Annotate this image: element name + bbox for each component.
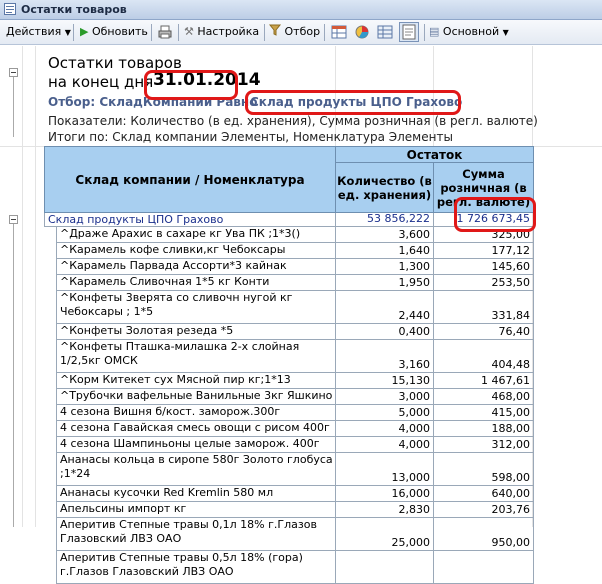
toolbar-separator [424,24,425,41]
row-qty: 1,300 [335,259,434,275]
group-row-name[interactable]: Склад продукты ЦПО Грахово [44,213,336,227]
row-name[interactable]: 4 сезона Шампиньоны целые заморож. 400г [56,437,336,453]
report-window-icon [4,3,16,15]
toolbar-separator [324,24,325,41]
refresh-button[interactable] [80,24,148,40]
toolbar-separator [264,24,265,41]
row-qty: 1,950 [335,275,434,291]
highlight-sum [454,197,536,232]
toolbar-separator [73,24,74,41]
filter-label: Отбор [284,25,321,38]
column-header-group [335,146,534,163]
group-row-sum: 1 726 673,45 [433,213,534,227]
report-indicators: Показатели: Количество (в ед. хранения), Сумма розничная (в регл. валюте) [48,114,538,128]
highlight-filter [245,90,461,115]
row-sum: 312,00 [433,437,534,453]
row-sum: 640,00 [433,486,534,502]
actions-menu-label: Действия [6,25,62,38]
chart-icon[interactable] [354,24,370,40]
row-sum: 177,12 [433,243,534,259]
row-qty: 0,400 [335,324,434,340]
grid-line [22,46,23,527]
row-sum: 1 467,61 [433,373,534,389]
row-qty: 3,160 [335,340,434,373]
column-header-item [44,146,336,213]
row-sum: 598,00 [433,453,534,486]
row-qty: 4,000 [335,437,434,453]
document-icon [402,24,416,40]
row-name[interactable]: Апельсины импорт кг [56,502,336,518]
row-sum: 331,84 [433,291,534,324]
actions-menu-button[interactable] [6,24,71,40]
row-qty: 2,440 [335,291,434,324]
row-name[interactable]: ^Карамель Сливочная 1*5 кг Конти [56,275,336,291]
row-qty: 3,600 [335,227,434,243]
refresh-label: Обновить [91,25,148,38]
settings-label: Настройка [197,25,260,38]
row-name[interactable]: ^Карамель кофе сливки,кг Чебоксары [56,243,336,259]
grid-view-icon[interactable] [377,24,393,40]
row-qty: 25,000 [335,518,434,551]
highlight-date [144,70,238,100]
report-date-value: 31.01.2014 [153,70,261,90]
tree-line [13,77,14,137]
filter-button[interactable] [269,24,320,40]
play-icon: ▶ [80,25,89,38]
row-sum: 950,00 [433,518,534,551]
table-icon[interactable] [331,24,347,40]
row-name[interactable]: ^Карамель Парвада Ассорти*3 кайнак [56,259,336,275]
row-qty: 2,830 [335,502,434,518]
report-filter-value: Склад продукты ЦПО Грахово [250,95,463,109]
row-sum: 188,00 [433,421,534,437]
window-title: Остатки товаров [21,3,127,16]
dropdown-arrow-icon: ▼ [502,28,509,37]
row-sum: 145,60 [433,259,534,275]
row-sum: 325,00 [433,227,534,243]
row-sum: 415,00 [433,405,534,421]
settings-button[interactable] [184,24,259,40]
report-date-label: на конец дня [48,73,154,91]
row-name[interactable]: 4 сезона Гавайская смесь овощи с рисом 400г [56,421,336,437]
row-qty: 15,130 [335,373,434,389]
row-sum: 468,00 [433,389,534,405]
row-qty: 3,000 [335,389,434,405]
column-header-qty [335,162,434,213]
row-name[interactable]: 4 сезона Вишня б/кост. заморож.300г [56,405,336,421]
row-sum [433,551,534,584]
window-titlebar [0,0,602,20]
dropdown-arrow-icon: ▼ [64,28,71,37]
row-name[interactable]: ^Трубочки вафельные Ванильные 3кг Яшкино [56,389,336,405]
report-area [0,46,602,578]
row-name[interactable]: ^Конфеты 3верята со сливочн нугой кг Чебоксары ; 1*5 [56,291,336,324]
row-name[interactable]: Ананасы кольца в сиропе 580г Золото глобуса ;1*24 [56,453,336,486]
column-header-qty-label: Количество (в ед. хранения) [337,173,432,202]
row-sum: 203,76 [433,502,534,518]
column-header-sum-label: Сумма розничная (в регл. валюте) [436,166,531,209]
column-header-item-label: Склад компании / Номенклатура [75,172,305,187]
row-qty: 13,000 [335,453,434,486]
grid-line [35,46,36,527]
report-filter-label: Отбор: СкладКомпании Равно [48,95,258,109]
row-qty: 4,000 [335,421,434,437]
print-icon[interactable] [157,24,173,40]
collapse-group-icon[interactable] [9,215,18,224]
variant-label: Основной [442,25,500,38]
group-row-qty: 53 856,222 [335,213,434,227]
row-name[interactable]: Аперитив Степные травы 0,1л 18% г.Глазов Глазовский ЛВЗ ОАО [56,518,336,551]
toolbar-separator [151,24,152,41]
document-view-toggle[interactable] [399,22,419,42]
toolbar-separator [178,24,179,41]
collapse-header-icon[interactable] [9,68,18,77]
row-name[interactable]: Ананасы кусочки Red Kremlin 580 мл [56,486,336,502]
variant-icon: ▤ [429,25,440,38]
row-name[interactable]: ^Драже Арахис в сахаре кг Ува ПК ;1*3() [56,227,336,243]
row-name[interactable]: Аперитив Степные травы 0,5л 18% (гора) г.Глазов Глазовский ЛВЗ ОАО [56,551,336,584]
tools-icon: ⚒ [184,25,194,38]
variant-menu-button[interactable] [429,24,509,40]
report-title: Остатки товаров [48,54,182,72]
filter-icon [269,24,281,36]
row-qty: 16,000 [335,486,434,502]
column-header-group-label: Остаток [406,147,463,162]
row-sum: 253,50 [433,275,534,291]
row-name[interactable]: ^Конфеты Золотая резеда *5 [56,324,336,340]
row-qty [335,551,434,584]
row-qty: 1,640 [335,243,434,259]
tree-line [13,224,14,527]
row-sum: 76,40 [433,324,534,340]
report-totals-by: Итоги по: Склад компании Элементы, Номенклатура Элементы [48,130,453,144]
toolbar [0,20,602,45]
row-name[interactable]: ^Корм Китекет сух Мясной пир кг;1*13 [56,373,336,389]
row-name[interactable]: ^Конфеты Пташка-милашка 2-х слойная 1/2,5кг ОМСК [56,340,336,373]
row-sum: 404,48 [433,340,534,373]
row-qty: 5,000 [335,405,434,421]
